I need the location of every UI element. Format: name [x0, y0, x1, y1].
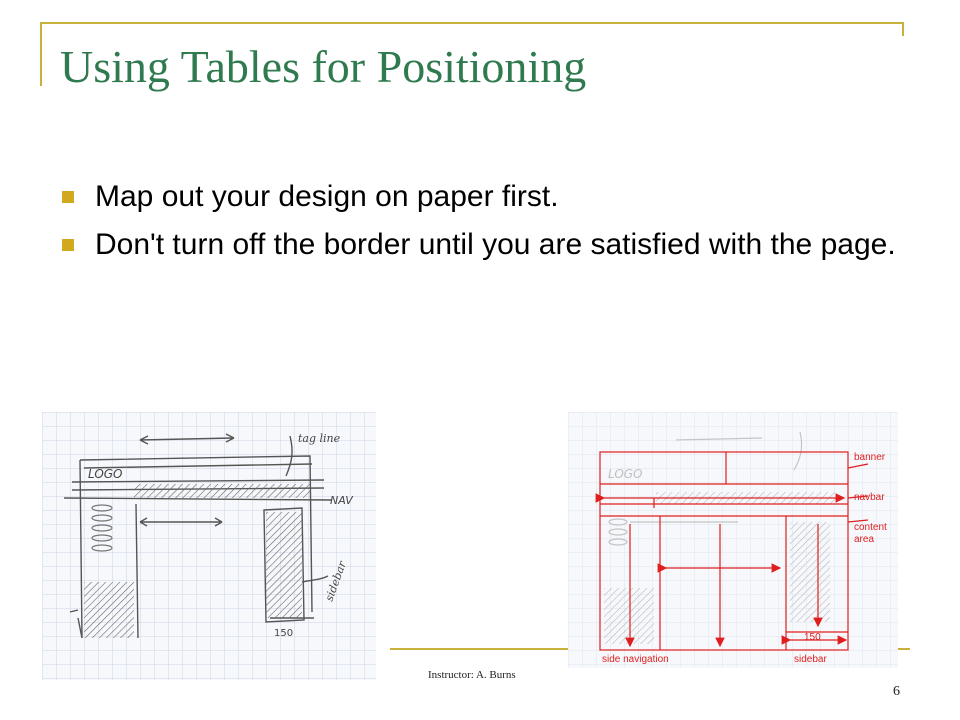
sidebar-width-label: 150 [804, 632, 821, 643]
bullet-text: Don't turn off the border until you are satisfied with the page. [95, 228, 896, 261]
sketch-logo-label: LOGO [88, 467, 123, 481]
page-number: 6 [893, 684, 900, 699]
sketch-nav-hatch [134, 484, 310, 498]
sketch-width-label: 150 [274, 628, 294, 639]
banner-label: banner [854, 452, 886, 463]
bullet-list [60, 178, 900, 274]
sketch-tagline-label: tag line [298, 432, 341, 445]
sketch-nav-label: NAV [330, 494, 353, 507]
frame-top-rule [40, 22, 904, 24]
svg-text:LOGO: LOGO [608, 467, 643, 481]
bullet-item [60, 178, 900, 215]
frame-left-rule [40, 22, 42, 86]
square-bullet-icon [62, 239, 74, 251]
bullet-item [60, 226, 900, 263]
navbar-label: navbar [854, 492, 885, 503]
annotated-layout-image [568, 412, 898, 668]
side-navigation-label: side navigation [602, 654, 669, 665]
sidebar-label: sidebar [794, 654, 827, 665]
bullet-text: Map out your design on paper first. [95, 180, 559, 213]
frame-right-rule [902, 22, 904, 36]
pencil-sketch-image [42, 412, 376, 680]
sketch-sidebar-label: sidebar [322, 559, 350, 604]
square-bullet-icon [62, 191, 74, 203]
content-area-label-line2: area [854, 534, 875, 545]
slide-title: Using Tables for Positioning [60, 41, 587, 92]
footer-instructor: Instructor: A. Burns [428, 669, 516, 681]
content-area-label-line1: content [854, 522, 887, 533]
